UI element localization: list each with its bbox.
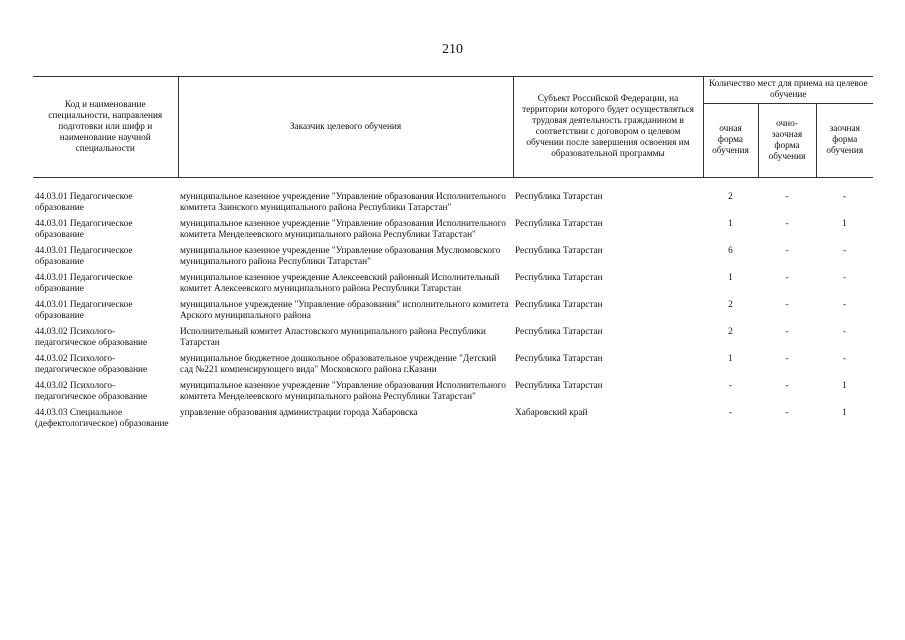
row-customer: муниципальное казенное учреждение "Управление образования Исполнительного комитета Заинского муниципального района Республики Татарстан" — [180, 192, 506, 213]
row-subject: Республика Татарстан — [515, 381, 603, 391]
row-customer: Исполнительный комитет Апастовского муниципального района Республики Татарстан — [180, 327, 486, 348]
row-mixed: - — [785, 381, 789, 391]
row-parttime: - — [842, 300, 847, 310]
header-parttime: заочная форма обучения — [816, 104, 873, 178]
row-subject: Республика Татарстан — [515, 219, 603, 229]
row-mixed: - — [785, 327, 789, 337]
page-number: 210 — [442, 42, 463, 57]
table-row — [33, 219, 873, 246]
row-customer: муниципальное учреждение "Управление образования" исполнительного комитета Арского муниципального района — [180, 300, 509, 321]
row-code: 44.03.02 Психолого-педагогическое образование — [35, 381, 148, 402]
table-row — [33, 178, 873, 220]
table-row — [33, 354, 873, 381]
row-subject: Республика Татарстан — [515, 300, 603, 310]
table-row — [33, 246, 873, 273]
header-customer: Заказчик целевого обучения — [178, 77, 513, 178]
row-fulltime: 1 — [728, 354, 733, 364]
row-mixed: - — [785, 354, 789, 364]
row-parttime: - — [842, 327, 847, 337]
row-parttime: - — [842, 354, 847, 364]
row-mixed: - — [785, 246, 789, 256]
target-admission-table — [33, 76, 873, 435]
row-fulltime: 2 — [728, 192, 733, 202]
row-subject: Хабаровский край — [515, 408, 588, 418]
row-code: 44.03.01 Педагогическое образование — [35, 219, 133, 240]
row-subject: Республика Татарстан — [515, 327, 603, 337]
row-customer: управление образования администрации города Хабаровска — [180, 408, 418, 418]
table-row — [33, 408, 873, 435]
row-mixed: - — [785, 408, 789, 418]
row-subject: Республика Татарстан — [515, 246, 603, 256]
row-customer: муниципальное бюджетное дошкольное образовательное учреждение "Детский сад №221 компенсирующего вида" Московского района г.Казани — [180, 354, 497, 375]
row-code: 44.03.02 Психолого-педагогическое образование — [35, 327, 148, 348]
header-subject: Субъект Российской Федерации, на территории которого будет осуществляться трудовая деятельность гражданином в соответствии с договором о целевом обучении после завершения освоения им образовательной программы — [513, 77, 703, 178]
table-row — [33, 381, 873, 408]
row-customer: муниципальное казенное учреждение "Управление образования Исполнительного комитета Менделеевского муниципального района Республики Татарстан" — [180, 219, 506, 240]
row-parttime: - — [842, 192, 847, 202]
row-subject: Республика Татарстан — [515, 354, 603, 364]
row-mixed: - — [785, 219, 789, 229]
header-places: Количество мест для приема на целевое обучение — [703, 77, 873, 104]
row-mixed: - — [785, 300, 789, 310]
row-parttime: - — [842, 246, 847, 256]
row-mixed: - — [785, 273, 789, 283]
row-customer: муниципальное казенное учреждение "Управление образования Муслюмовского муниципального района Республики Татарстан" — [180, 246, 501, 267]
row-fulltime: 2 — [728, 300, 733, 310]
row-code: 44.03.02 Психолого-педагогическое образование — [35, 354, 148, 375]
row-customer: муниципальное казенное учреждение Алексеевский районный Исполнительный комитет Алексеевского муниципального района Республики Татарстан — [180, 273, 500, 294]
table-row — [33, 273, 873, 300]
row-fulltime: 2 — [728, 327, 733, 337]
row-fulltime: 6 — [728, 246, 733, 256]
row-fulltime: 1 — [728, 219, 733, 229]
row-subject: Республика Татарстан — [515, 273, 603, 283]
table-row — [33, 327, 873, 354]
row-customer: муниципальное казенное учреждение "Управление образования Исполнительного комитета Менделеевского муниципального района Республики Татарстан" — [180, 381, 506, 402]
row-code: 44.03.01 Педагогическое образование — [35, 246, 133, 267]
header-mixed: очно-заочная форма обучения — [758, 104, 816, 178]
row-parttime: - — [842, 273, 847, 283]
row-parttime: 1 — [842, 381, 847, 391]
header-code: Код и наименование специальности, направления подготовки или шифр и наименование научной специальности — [33, 77, 178, 178]
row-fulltime: 1 — [728, 273, 733, 283]
row-fulltime: - — [728, 381, 733, 391]
table-row — [33, 300, 873, 327]
row-parttime: 1 — [842, 219, 847, 229]
header-fulltime: очная форма обучения — [703, 104, 758, 178]
row-code: 44.03.03 Специальное (дефектологическое) образование — [35, 408, 169, 429]
row-fulltime: - — [728, 408, 733, 418]
row-subject: Республика Татарстан — [515, 192, 603, 202]
row-parttime: 1 — [842, 408, 847, 418]
row-code: 44.03.01 Педагогическое образование — [35, 273, 133, 294]
row-code: 44.03.01 Педагогическое образование — [35, 300, 133, 321]
row-mixed: - — [785, 192, 789, 202]
row-code: 44.03.01 Педагогическое образование — [35, 192, 133, 213]
